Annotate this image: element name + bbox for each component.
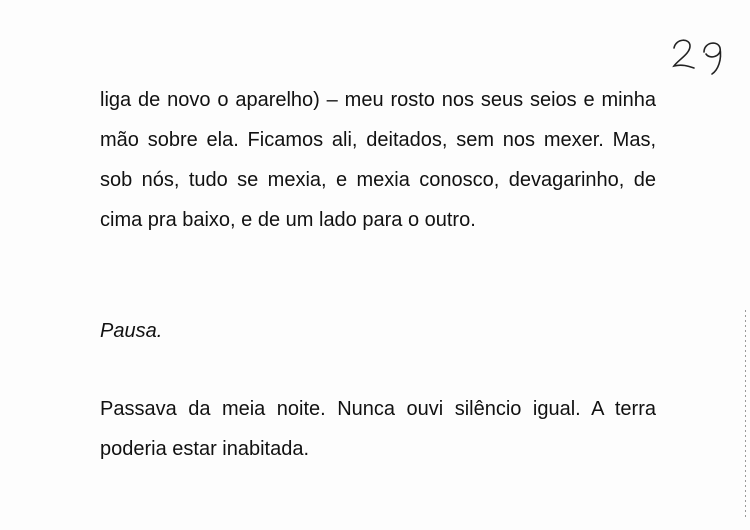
scan-edge-artifact	[745, 310, 746, 520]
handwritten-page-number	[668, 30, 730, 80]
paragraph-2: Passava da meia noite. Nunca ouvi silêncio igual. A terra poderia estar inabitada.	[100, 398, 656, 460]
handwritten-29-icon	[668, 30, 730, 80]
paragraph-1: liga de novo o aparelho) – meu rosto nos seus seios e minha mão sobre ela. Ficamos ali, deitados, sem nos mexer. Mas, sob nós, tudo se mexia, e mexia conosco, devagarinho, de cima pra baixo, e de um lado para o outro.	[100, 89, 656, 231]
stage-direction: Pausa.	[100, 320, 163, 342]
